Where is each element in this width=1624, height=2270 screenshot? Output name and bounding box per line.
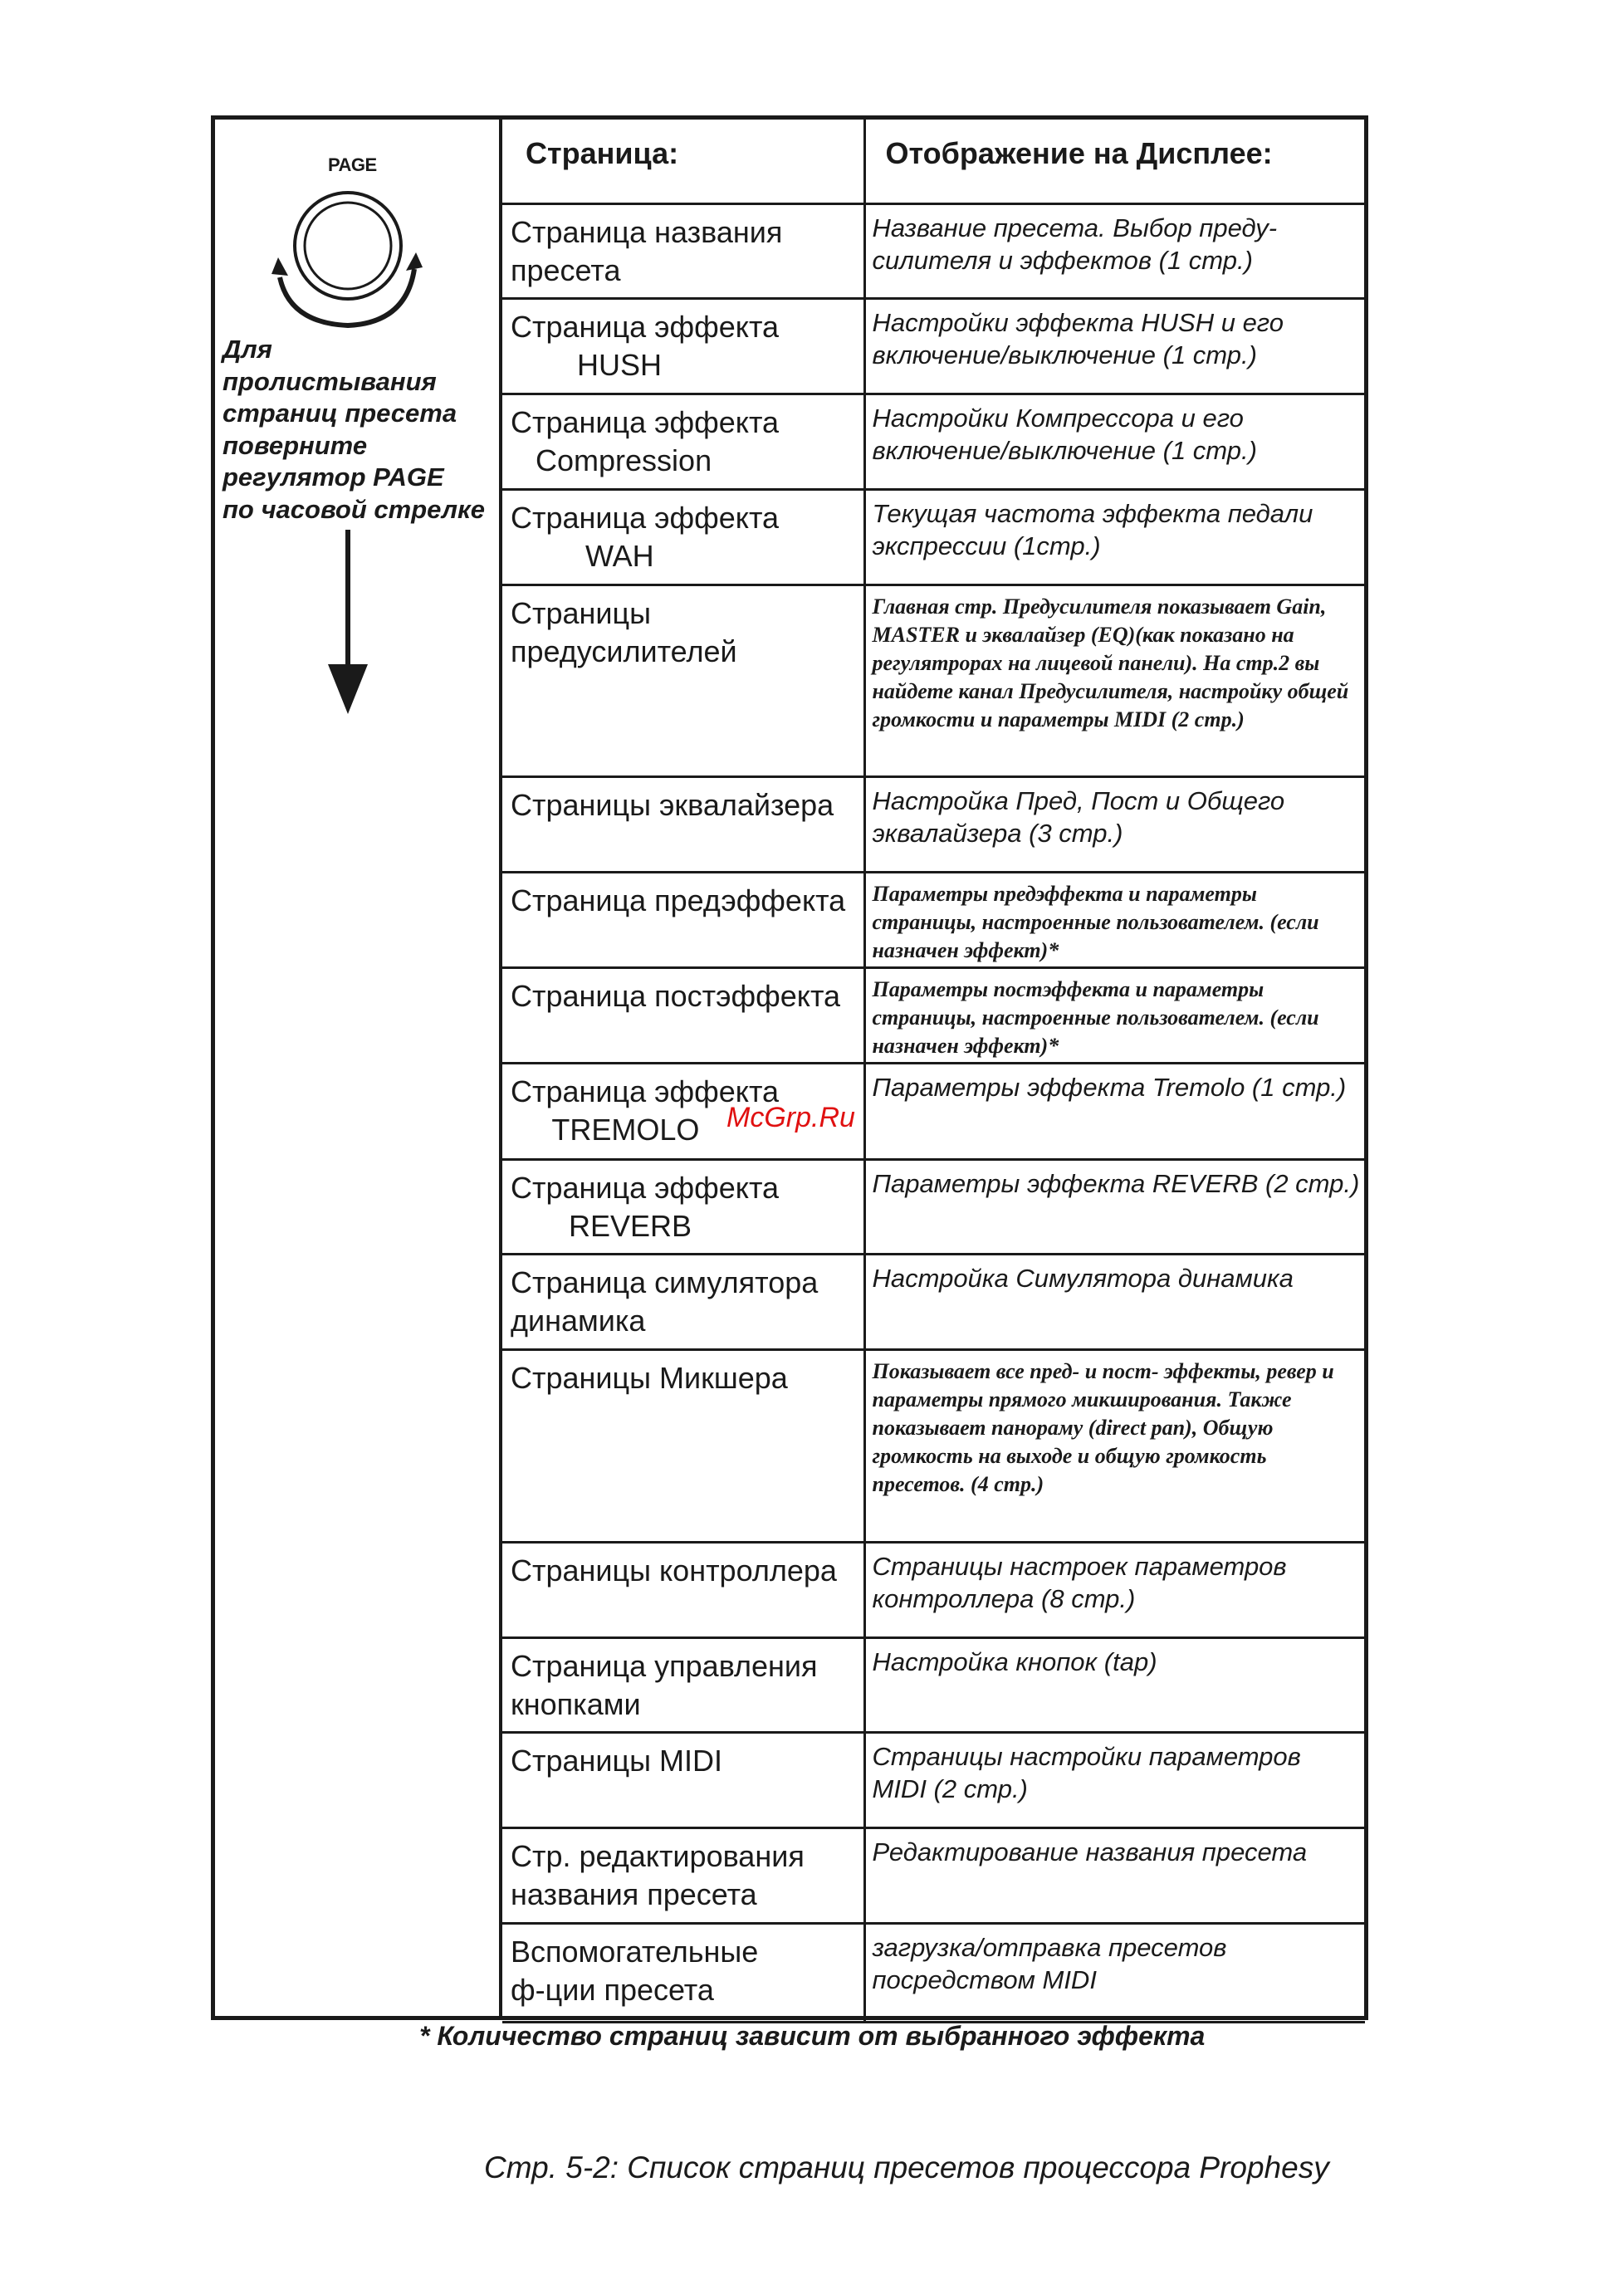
display-description-cell: загрузка/отправка пресетов посредством MIDI: [864, 1923, 1365, 2022]
table-row: [502, 1732, 1365, 1827]
rotate-instruction: Для пролистывания страниц пресета поверните регулятор PAGE по часовой стрелке: [223, 335, 486, 524]
display-description-cell: Параметры постэффекта и параметры страницы, настроенные пользователем. (если назначен эффект)*: [864, 967, 1365, 1063]
table-row: [502, 1159, 1365, 1254]
table-row: [502, 203, 1365, 298]
table-row: [502, 1254, 1365, 1349]
page-name-cell: Страница управления кнопками: [502, 1637, 864, 1732]
page-name-cell: Страницы Микшера: [502, 1349, 864, 1542]
page-knob-icon: [265, 178, 431, 344]
watermark: McGrp.Ru: [726, 1102, 855, 1133]
display-description-cell: Название пресета. Выбор преду-силителя и эффектов (1 стр.): [864, 203, 1365, 298]
page-name-cell: Страница эффекта REVERB: [502, 1159, 864, 1254]
table-row: [502, 1349, 1365, 1542]
display-description-cell: Параметры эффекта REVERB (2 стр.): [864, 1159, 1365, 1254]
page-name-cell: Страница постэффекта: [502, 967, 864, 1063]
page-name-cell: Страница названия пресета: [502, 203, 864, 298]
footnote: * Количество страниц зависит от выбранного эффекта: [419, 2021, 1206, 2051]
page-name-cell: Страница предэффекта: [502, 872, 864, 967]
page-name-cell: Страницы MIDI: [502, 1732, 864, 1827]
page-name-cell: Страницы эквалайзера: [502, 776, 864, 872]
display-description-cell: Страницы настройки параметров MIDI (2 стр.): [864, 1732, 1365, 1827]
display-description-cell: Текущая частота эффекта педали экспрессии (1стр.): [864, 489, 1365, 585]
display-description-cell: Параметры предэффекта и параметры страницы, настроенные пользователем. (если назначен эффект)*: [864, 872, 1365, 967]
page-name-cell: Страницы предусилителей: [502, 585, 864, 776]
header-display: Отображение на Дисплее:: [864, 120, 1365, 203]
display-description-cell: Настройки эффекта HUSH и его включение/выключение (1 стр.): [864, 298, 1365, 394]
table-row: [502, 489, 1365, 585]
display-description-cell: Редактирование названия пресета: [864, 1827, 1365, 1923]
display-description-cell: Настройка Пред, Пост и Общего эквалайзера (3 стр.): [864, 776, 1365, 872]
figure-caption: Стр. 5-2: Список страниц пресетов процессора Prophesy: [484, 2150, 1329, 2184]
table-row: [502, 1827, 1365, 1923]
page-name-cell: Страница симулятора динамика: [502, 1254, 864, 1349]
table-frame: [211, 115, 1368, 2020]
down-arrow-icon: [323, 530, 373, 721]
display-description-cell: Показывает все пред- и пост- эффекты, ревер и параметры прямого микширования. Также показывает панораму (direct pan), Общую громкость на выходе и общую громкость пресетов. (4 стр.): [864, 1349, 1365, 1542]
table-row: [502, 585, 1365, 776]
pages-table: [502, 120, 1365, 2023]
table-row: [502, 1637, 1365, 1732]
table-row: [502, 1923, 1365, 2022]
knob-label: PAGE: [328, 154, 377, 175]
display-description-cell: Главная стр. Предусилителя показывает Gain, MASTER и эквалайзер (EQ)(как показано на регулятрорах на лицевой панели). На стр.2 вы найдете канал Предусилителя, настройку общей громкости и параметры MIDI (2 стр.): [864, 585, 1365, 776]
display-description-cell: Настройки Компрессора и его включение/выключение (1 стр.): [864, 394, 1365, 489]
page-name-cell: Вспомогательные ф-ции пресета: [502, 1923, 864, 2022]
table-row: [502, 967, 1365, 1063]
display-description-cell: Страницы настроек параметров контроллера (8 стр.): [864, 1542, 1365, 1637]
table-row: [502, 1542, 1365, 1637]
table-row: [502, 776, 1365, 872]
page-name-cell: Страница эффекта WAH: [502, 489, 864, 585]
display-description-cell: Параметры эффекта Tremolo (1 стр.): [864, 1063, 1365, 1159]
page-name-cell: Стр. редактирования названия пресета: [502, 1827, 864, 1923]
display-description-cell: Настройка кнопок (tap): [864, 1637, 1365, 1732]
page-name-cell: Страница эффекта TREMOLO: [502, 1063, 864, 1159]
table-row: [502, 298, 1365, 394]
header-page: Страница:: [502, 120, 864, 203]
page-name-cell: Страница эффекта HUSH: [502, 298, 864, 394]
table-row: [502, 394, 1365, 489]
knob-column: [215, 120, 502, 2016]
display-description-cell: Настройка Симулятора динамика: [864, 1254, 1365, 1349]
page-name-cell: Страницы контроллера: [502, 1542, 864, 1637]
table-row: [502, 1063, 1365, 1159]
page-name-cell: Страница эффекта Compression: [502, 394, 864, 489]
table-row: [502, 872, 1365, 967]
